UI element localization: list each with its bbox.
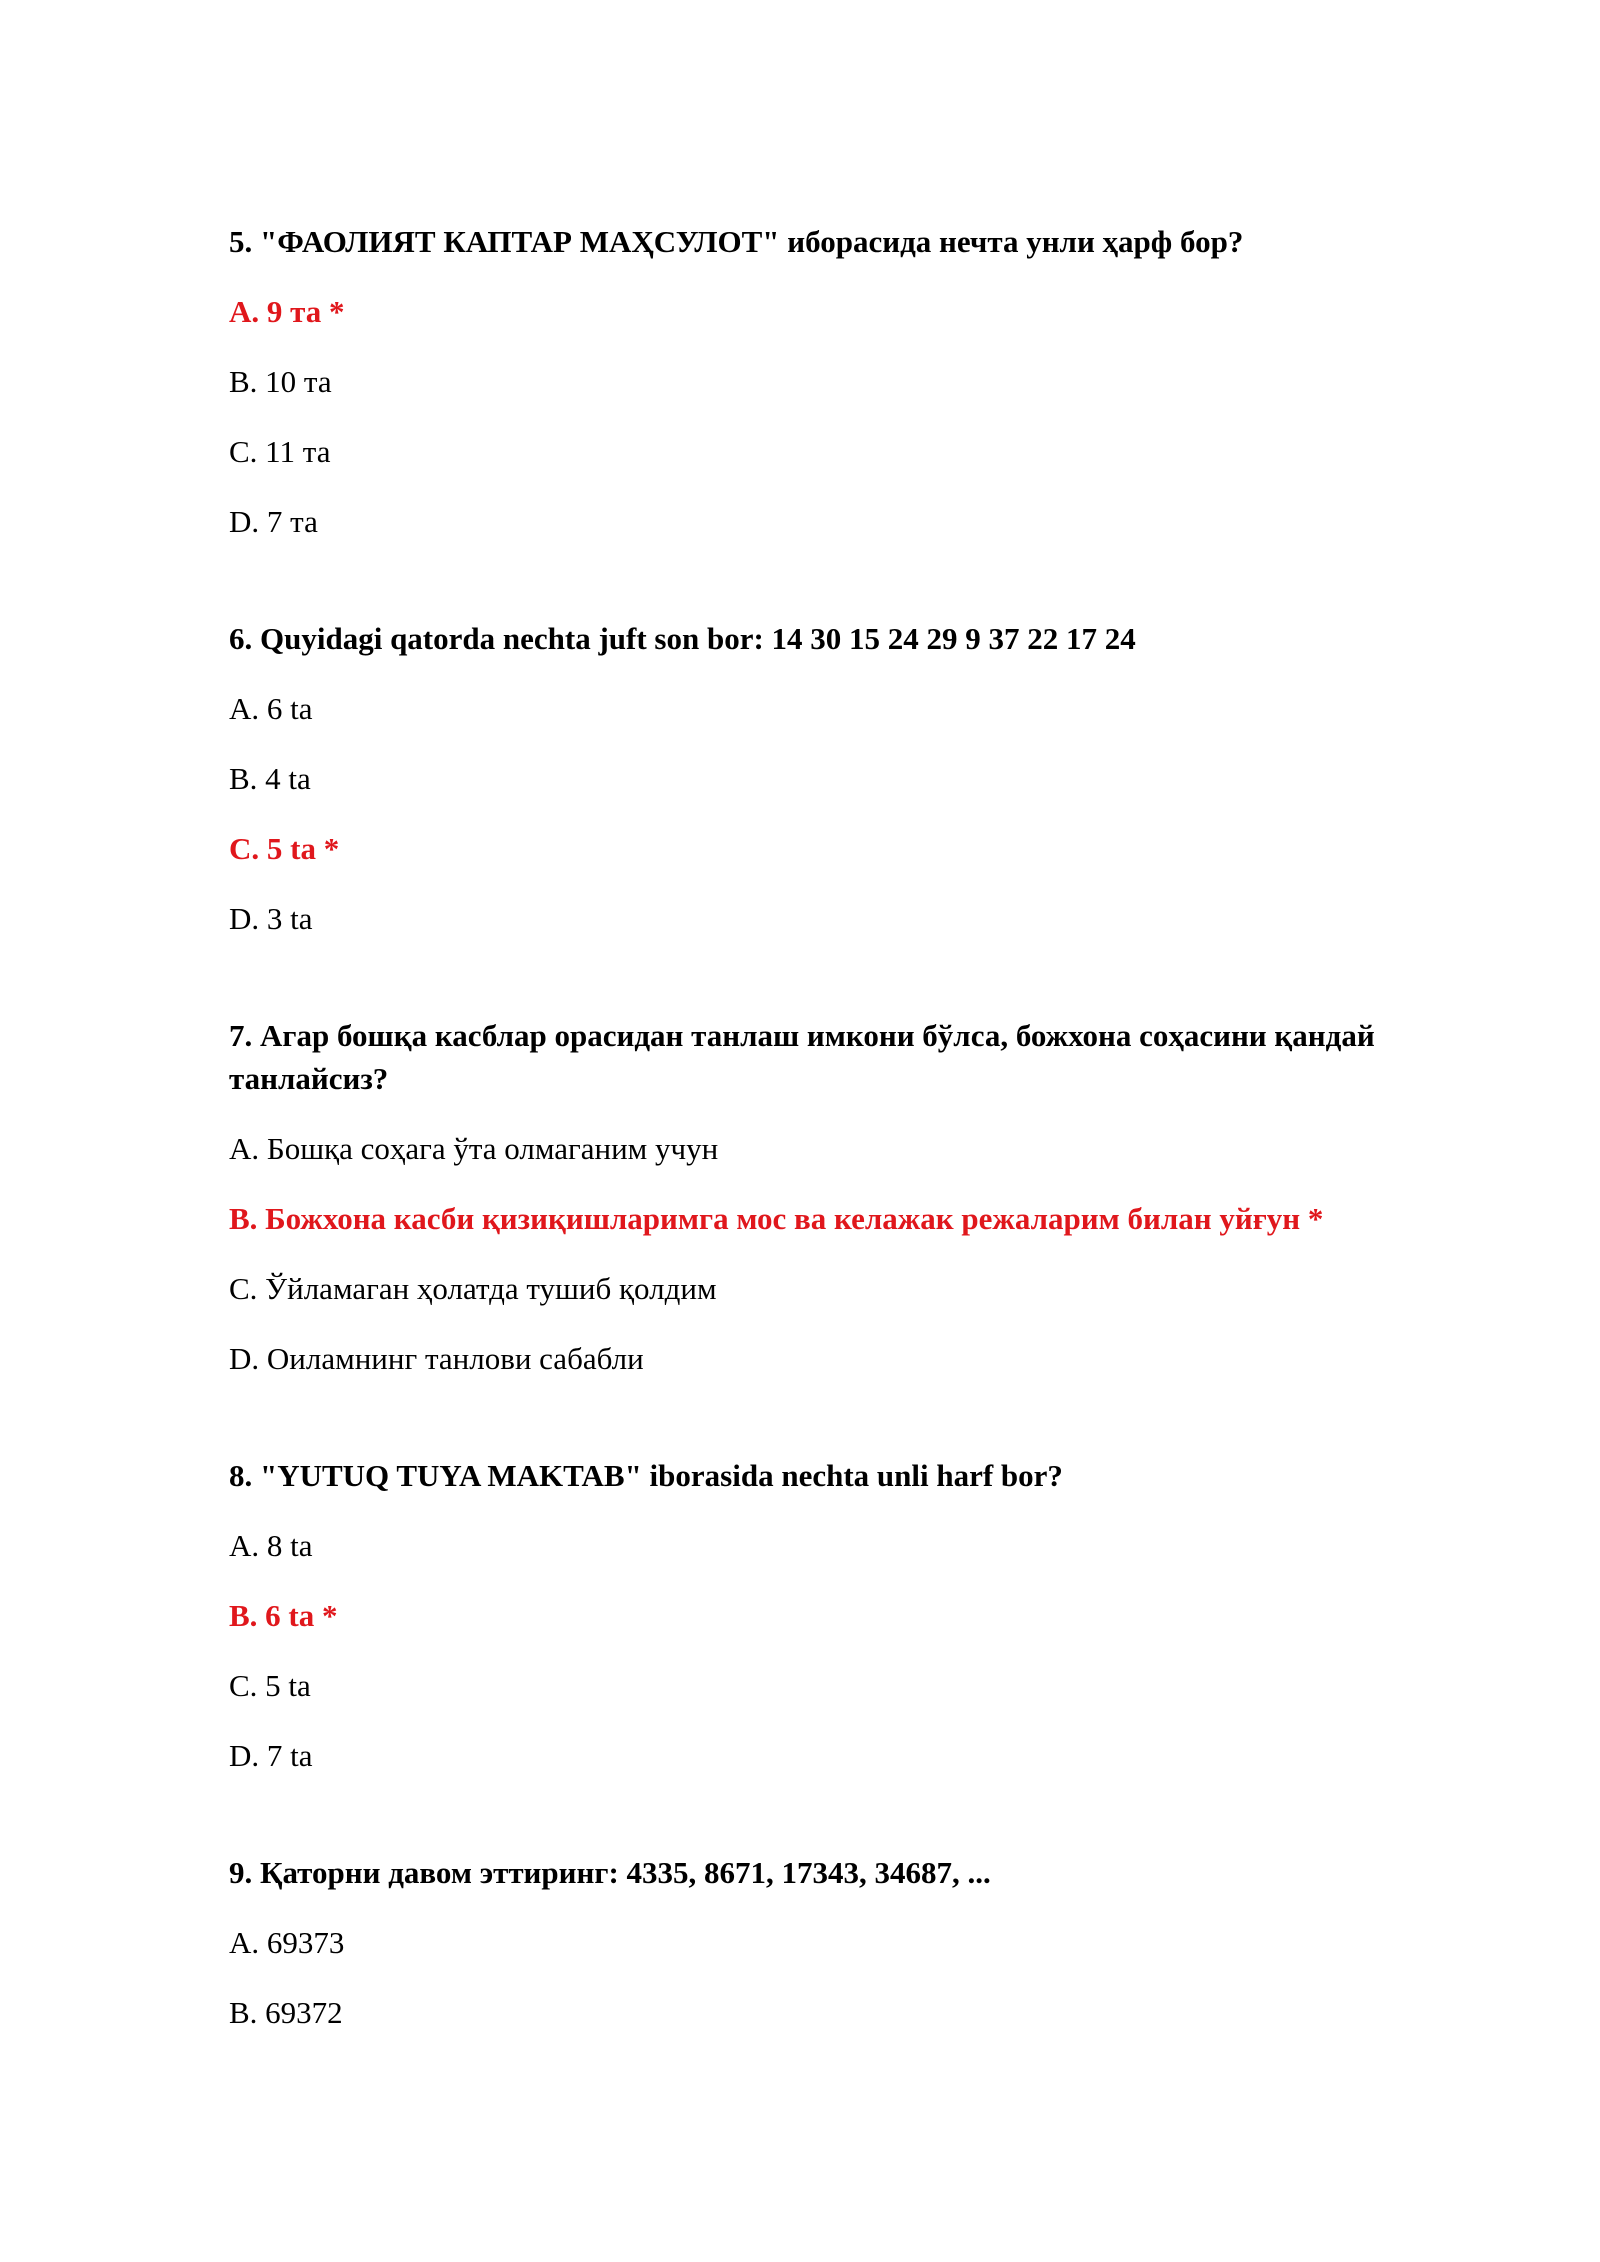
answer-option: D. Оиламнинг танлови сабабли <box>229 1341 644 1376</box>
answer-option: A. 8 ta <box>229 1528 313 1563</box>
answer-option: B. Божхона касби қизиқишларимга мос ва келажак режаларим билан уйғун * <box>229 1201 1324 1236</box>
answer-option: B. 10 та <box>229 364 332 399</box>
question-text: 7. Агар бошқа касблар орасидан танлаш имкони бўлса, божхона соҳасини қандай танлайсиз? <box>229 1018 1375 1096</box>
answer-option: A. 6 ta <box>229 691 313 726</box>
answer-option: A. 69373 <box>229 1925 345 1960</box>
question-9 <box>229 1851 1429 2034</box>
answer-option: D. 3 ta <box>229 901 313 936</box>
answer-option: B. 6 ta * <box>229 1598 338 1633</box>
answer-option: D. 7 ta <box>229 1738 313 1773</box>
question-text: 5. "ФАОЛИЯТ КАПТАР МАҲСУЛОТ" иборасида нечта унли ҳарф бор? <box>229 224 1244 259</box>
answer-option: B. 69372 <box>229 1995 343 2030</box>
question-list <box>229 220 1429 2108</box>
question-text: 6. Quyidagi qatorda nechta juft son bor: 14 30 15 24 29 9 37 22 17 24 <box>229 621 1136 656</box>
answer-option: C. 5 ta <box>229 1668 311 1703</box>
answer-option: C. Ўйламаган ҳолатда тушиб қолдим <box>229 1271 717 1306</box>
question-text: 8. "YUTUQ TUYA MAKTAB" iborasida nechta unli harf bor? <box>229 1458 1063 1493</box>
question-text: 9. Қаторни давом эттиринг: 4335, 8671, 17343, 34687, ... <box>229 1855 991 1890</box>
answer-option: B. 4 ta <box>229 761 311 796</box>
question-5 <box>229 220 1429 543</box>
question-7 <box>229 1014 1429 1380</box>
answer-option: C. 5 ta * <box>229 831 340 866</box>
answer-option: A. Бошқа соҳага ўта олмаганим учун <box>229 1131 719 1166</box>
question-6 <box>229 617 1429 940</box>
answer-option: A. 9 та * <box>229 294 345 329</box>
answer-option: D. 7 та <box>229 504 318 539</box>
answer-option: C. 11 та <box>229 434 331 469</box>
question-8 <box>229 1454 1429 1777</box>
